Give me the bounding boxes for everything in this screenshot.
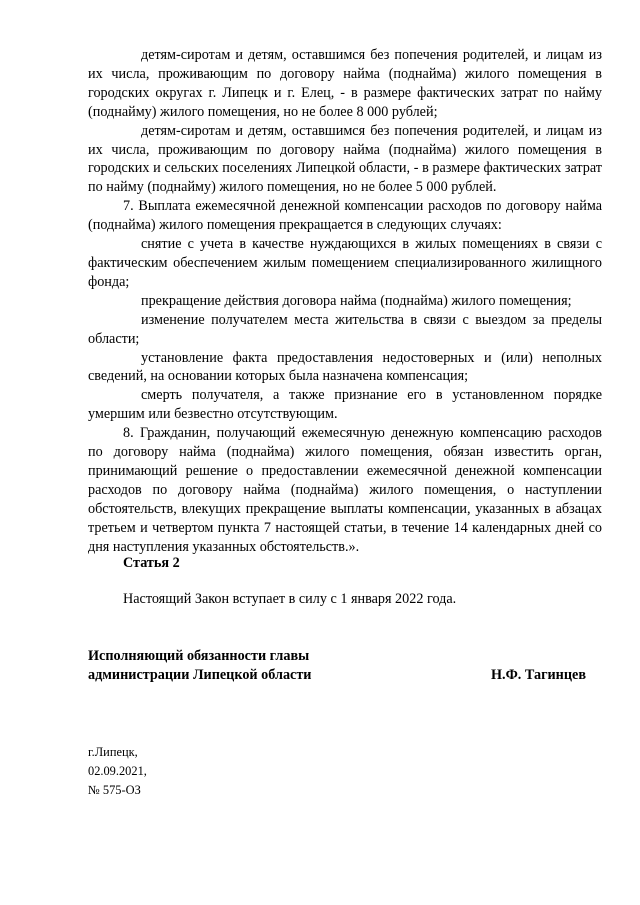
article-2-text: Настоящий Закон вступает в силу с 1 января 2022 года. xyxy=(123,591,457,607)
paragraph-case-deregistration: снятие с учета в качестве нуждающихся в жилых помещениях в связи с фактическим обеспечением жилым помещением специализированного жилищного фонда; xyxy=(88,236,602,290)
document-number: № 575-ОЗ xyxy=(88,783,141,797)
law-text-body xyxy=(88,46,602,556)
paragraph-item-7: 7. Выплата ежемесячной денежной компенсации расходов по договору найма (поднайма) жилого помещения прекращается в следующих случаях: xyxy=(88,198,602,234)
paragraph-orphans-lipetsk-yelets: детям-сиротам и детям, оставшимся без попечения родителей, и лицам из их числа, проживающим по договору найма (поднайма) жилого помещения в городских округах г. Липецк и г. Елец, - в размере фактических затрат по найму (поднайму) жилого помещения, но не более 8 000 рублей; xyxy=(88,47,602,120)
signatory-position-line2: администрации Липецкой области xyxy=(88,667,312,683)
document-meta xyxy=(88,743,147,800)
paragraph-orphans-settlements: детям-сиротам и детям, оставшимся без попечения родителей, и лицам из их числа, проживающим по договору найма (поднайма) жилого помещения в городских и сельских поселениях Липецкой области, - в размере фактических затрат по найму (поднайму) жилого помещения, но не более 5 000 рублей. xyxy=(88,122,602,196)
document-date: 02.09.2021, xyxy=(88,764,147,778)
paragraph-item-8: 8. Гражданин, получающий ежемесячную денежную компенсацию расходов по договору найма (поднайма) жилого помещения, обязан известить орган, принимающий решение о предоставлении ежемесячной денежной компенсации расходов по договору найма (поднайма) жилого помещения, о наступлении обстоятельств, влекущих прекращение выплаты компенсации, указанных в абзацах третьем и четвертом пункта 7 настоящей статьи, в течение 14 календарных дней со дня наступления указанных обстоятельств.». xyxy=(88,425,602,555)
paragraph-case-false-information: установление факта предоставления недостоверных и (или) неполных сведений, на основании которых была назначена компенсация; xyxy=(88,349,602,385)
article-2-title: Статья 2 xyxy=(123,555,180,571)
signatory-position-line1: Исполняющий обязанности главы xyxy=(88,648,310,664)
paragraph-case-death: смерть получателя, а также признание его в установленном порядке умершим или безвестно отсутствующим. xyxy=(88,387,602,423)
signatory-name: Н.Ф. Тагинцев xyxy=(491,667,586,683)
signature-block xyxy=(88,647,602,685)
paragraph-case-contract-termination: прекращение действия договора найма (поднайма) жилого помещения; xyxy=(141,292,572,309)
document-city: г.Липецк, xyxy=(88,745,138,759)
paragraph-case-residence-change: изменение получателем места жительства в связи с выездом за пределы области; xyxy=(88,311,602,347)
